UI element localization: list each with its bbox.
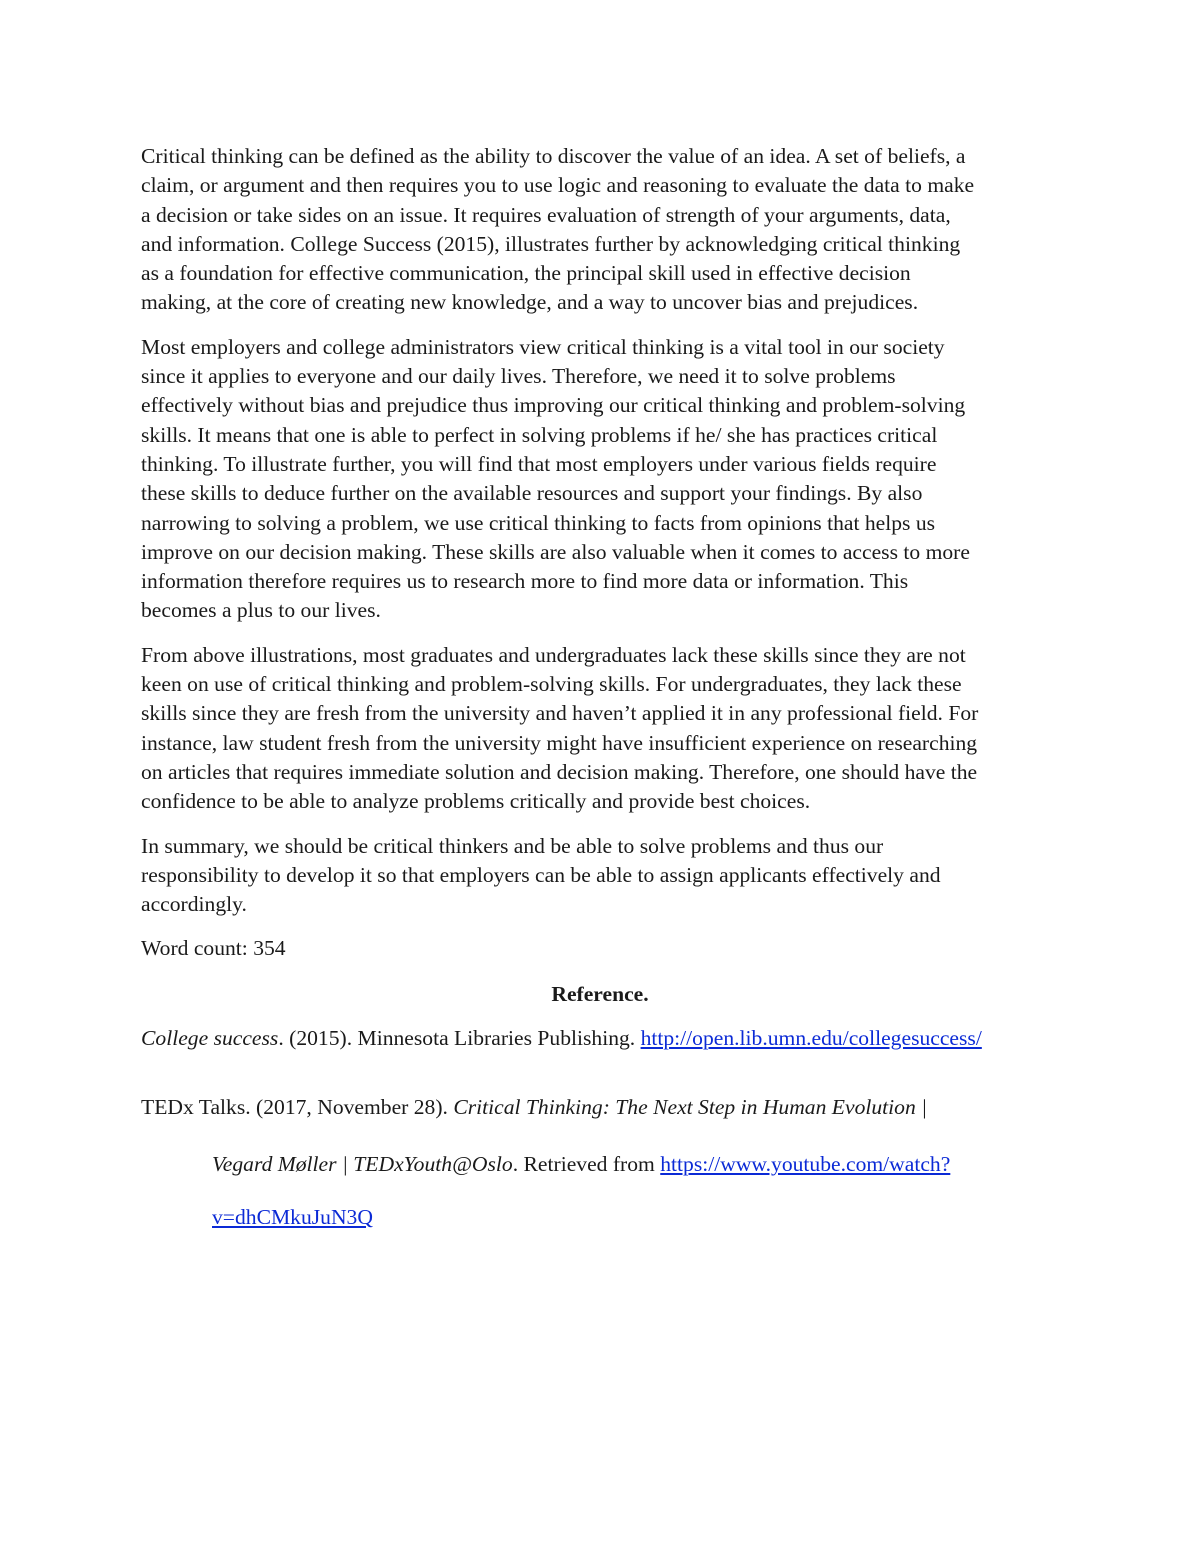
paragraph-3: From above illustrations, most graduates and undergraduates lack these skills since they are not keen on use of critical thinking and problem-solving skills. For undergraduates, they lack these skills since they are fresh from the university and haven’t applied it in any professional field. For instance, law student fresh from the university might have insufficient experience on researching on articles that requires immediate solution and decision making. Therefore, one should have the confidence to be able to analyze problems critically and provide best choices. <box>141 642 979 814</box>
ref1-publisher: . (2015). Minnesota Libraries Publishing. <box>278 1026 641 1050</box>
essay-body <box>141 142 1066 934</box>
paragraph-4: In summary, we should be critical thinkers and be able to solve problems and thus our responsibility to develop it so that employers can be able to assign applicants effectively and accordingly. <box>141 833 941 917</box>
ref2-link-part-1[interactable]: https://www.youtube.com/watch? <box>660 1152 951 1176</box>
ref2-title-part-1: Critical Thinking: The Next Step in Human Evolution | <box>453 1095 928 1119</box>
paragraph-2: Most employers and college administrators view critical thinking is a vital tool in our society since it applies to everyone and our daily lives. Therefore, we need it to solve problems effectively without bias and prejudice thus improving our critical thinking and problem-solving skills. It means that one is able to perfect in solving problems if he/ she has practices critical thinking. To illustrate further, you will find that most employers under various fields require these skills to deduce further on the available resources and support your findings. By also narrowing to solving a problem, we use critical thinking to facts from opinions that helps us improve on our decision making. These skills are also valuable when it comes to access to more information therefore requires us to research more to find more data or information. This becomes a plus to our lives. <box>141 334 970 623</box>
ref1-link[interactable]: http://open.lib.umn.edu/collegesuccess/ <box>640 1026 982 1050</box>
reference-entry-2-line-1 <box>141 1093 927 1122</box>
ref2-author-date: TEDx Talks. (2017, November 28). <box>141 1095 454 1119</box>
ref1-title: College success <box>141 1026 279 1050</box>
reference-entry-1 <box>141 1024 982 1053</box>
ref2-link-part-2[interactable]: v=dhCMkuJuN3Q <box>212 1205 373 1229</box>
ref2-retrieved: . Retrieved from <box>512 1152 661 1176</box>
ref2-title-part-2: Vegard Møller | TEDxYouth@Oslo <box>212 1152 513 1176</box>
paragraph-1: Critical thinking can be defined as the ability to discover the value of an idea. A set of beliefs, a claim, or argument and then requires you to use logic and reasoning to evaluate the data to make a decision or take sides on an issue. It requires evaluation of strength of your arguments, data, and information. College Success (2015), illustrates further by acknowledging critical thinking as a foundation for effective communication, the principal skill used in effective decision making, at the core of creating new knowledge, and a way to uncover bias and prejudices. <box>141 144 975 315</box>
reference-heading: Reference. <box>551 982 649 1006</box>
reference-entry-2-line-3 <box>212 1203 373 1232</box>
reference-entry-2-line-2 <box>212 1150 950 1179</box>
word-count: Word count: 354 <box>141 936 286 960</box>
